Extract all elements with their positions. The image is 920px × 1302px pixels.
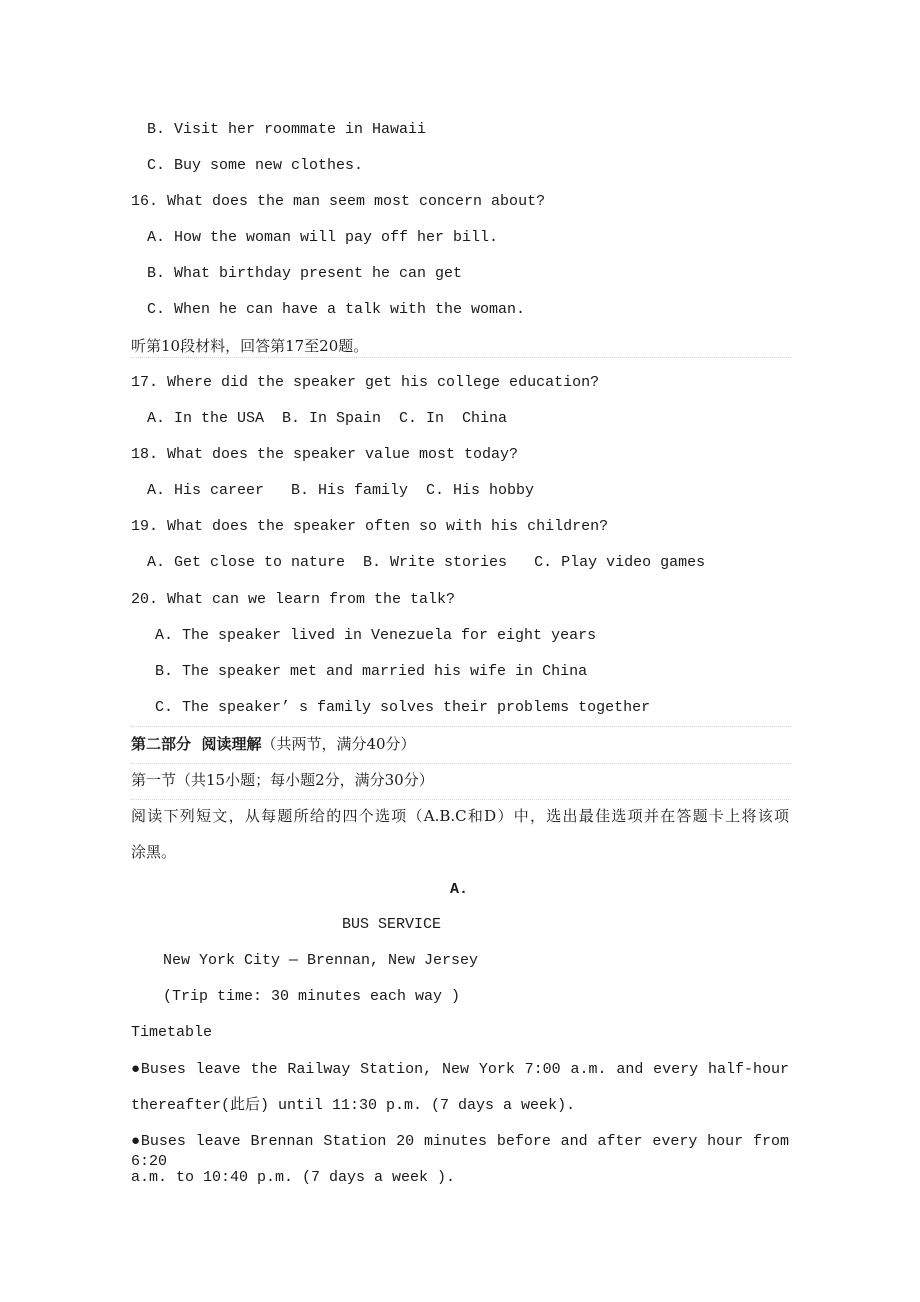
q18-options: A. His career B. His family C. His hobby [147, 482, 535, 499]
q17-options: A. In the USA B. In Spain C. In China [147, 410, 508, 427]
part-note: （共两节，满分40分） [261, 735, 416, 753]
q20-option-a: A. The speaker lived in Venezuela for eight years [155, 627, 597, 644]
question-18: 18. What does the speaker value most today? [131, 446, 519, 463]
part-title: 第二部分 阅读理解 [131, 735, 262, 753]
reading-instruction-line-2: 涂黑。 [131, 843, 177, 861]
q16-option-a: A. How the woman will pay off her bill. [147, 229, 499, 246]
timetable-bullet-2-line-1: ●Buses leave Brennan Station 20 minutes before and after every hour from 6:20 [131, 1133, 789, 1170]
timetable-bullet-1-line-2: thereafter(此后) until 11:30 p.m. (7 days a week). [131, 1097, 576, 1114]
question-19: 19. What does the speaker often so with his children? [131, 518, 609, 535]
passage-title: BUS SERVICE [342, 916, 442, 933]
divider-dotted [131, 726, 791, 727]
divider-dotted [131, 357, 791, 358]
reading-instruction-line-1: 阅读下列短文，从每题所给的四个选项（A.B.C和D）中，选出最佳选项并在答题卡上将该项 [131, 807, 789, 825]
section-10-instruction: 听第10段材料，回答第17至20题。 [131, 337, 369, 355]
timetable-heading: Timetable [131, 1024, 213, 1041]
route: New York City — Brennan, New Jersey [163, 952, 479, 969]
q19-options: A. Get close to nature B. Write stories C. Play video games [147, 554, 706, 571]
trip-time: (Trip time: 30 minutes each way ) [163, 988, 461, 1005]
q20-option-c: C. The speaker’ s family solves their problems together [155, 699, 651, 716]
q16-option-b: B. What birthday present he can get [147, 265, 463, 282]
divider-dotted [131, 763, 791, 764]
question-16: 16. What does the man seem most concern about? [131, 193, 546, 210]
q16-option-c: C. When he can have a talk with the woman. [147, 301, 526, 318]
part-two-heading [131, 734, 416, 754]
q15-option-c: C. Buy some new clothes. [147, 157, 364, 174]
passage-label: A. [450, 881, 469, 898]
timetable-bullet-1-line-1: ●Buses leave the Railway Station, New York 7:00 a.m. and every half-hour [131, 1061, 789, 1078]
timetable-bullet-2-line-2: a.m. to 10:40 p.m. (7 days a week ). [131, 1169, 456, 1186]
q15-option-b: B. Visit her roommate in Hawaii [147, 121, 427, 138]
q20-option-b: B. The speaker met and married his wife in China [155, 663, 588, 680]
divider-dotted [131, 799, 791, 800]
section-one-heading: 第一节（共15小题；每小题2分，满分30分） [131, 771, 434, 789]
question-20: 20. What can we learn from the talk? [131, 591, 456, 608]
question-17: 17. Where did the speaker get his college education? [131, 374, 600, 391]
